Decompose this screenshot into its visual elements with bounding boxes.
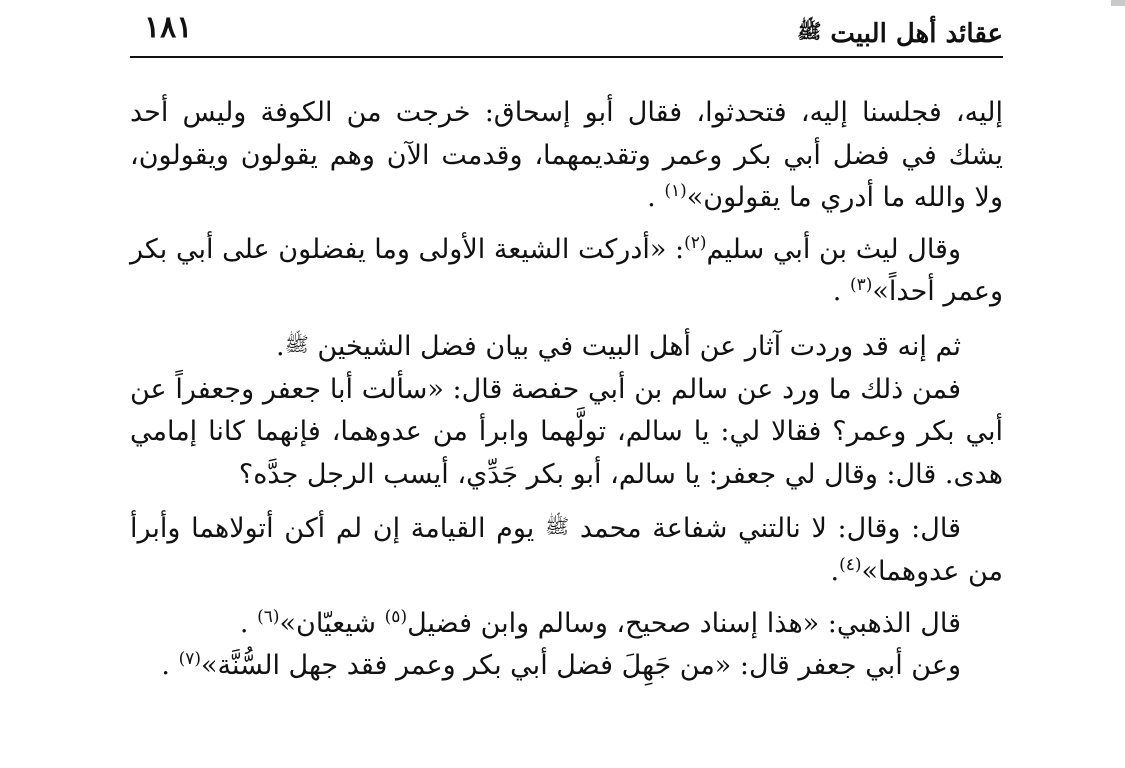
corner-mark (1111, 0, 1125, 6)
footnote-marker: (٢) (684, 232, 707, 253)
paragraph-text: قال: وقال: لا نالتني شفاعة محمد (579, 513, 961, 545)
paragraph-dhahabi (130, 603, 1003, 646)
paragraph-end: . (161, 650, 170, 682)
header-rule (130, 56, 1003, 58)
footnote-marker: (٣) (849, 275, 873, 296)
paragraph-text: شيعيّان» (279, 607, 377, 639)
paragraph-text: قال الذهبي: «هذا إسناد صحيح، وسالم وابن فضيل (407, 607, 961, 639)
paragraph-text: وقال ليث بن أبي سليم (706, 233, 961, 265)
paragraph-end: . (647, 182, 656, 214)
paragraph-continuation (130, 92, 1003, 220)
paragraph-athar (130, 323, 1003, 369)
running-title (797, 14, 1003, 51)
paragraph-text: : «أدركت الشيعة الأولى وما يفضلون على أبي بكر وعمر أحداً» (130, 233, 1003, 308)
paragraph-end: . (830, 555, 840, 587)
footnote-marker: (١) (664, 181, 687, 202)
paragraph-salim (130, 369, 1003, 497)
honorific-symbol: ﷺ (545, 514, 570, 539)
footnote-marker: (٥) (384, 606, 408, 627)
paragraph-text: فمن ذلك ما ورد عن سالم بن أبي حفصة قال: «سألت أبا جعفر وجعفراً عن أبي بكر وعمر؟ فقالا لي: يا سالم، تولَّهما وابرأ من عدوهما، فإنهما كانا إمامي هدى. قال: وقال لي جعفر: يا سالم، أبو بكر جَدِّي، أيسب الرجل جدَّه؟ (130, 373, 1003, 490)
paragraph-text: وعن أبي جعفر قال: «من جَهِلَ فضل أبي بكر وعمر فقد جهل السُّنَّة» (201, 650, 961, 682)
paragraph-text: ثم إنه قد وردت آثار عن أهل البيت في بيان فضل الشيخين (317, 330, 961, 362)
paragraph-abu-jafar (130, 645, 1003, 688)
page-number: ١٨١ (144, 10, 193, 45)
paragraph-layth (130, 229, 1003, 314)
paragraph-text: يوم القيامة إن لم أكن أتولاهما وأبرأ من عدوهما» (130, 513, 1003, 587)
paragraph-end: . (832, 276, 842, 308)
honorific-symbol: ﷺ (797, 19, 822, 43)
paragraph-end: . (239, 607, 249, 639)
honorific-symbol: ﷺ (284, 331, 309, 356)
page-body (130, 92, 1003, 688)
running-title-text: عقائد أهل البيت (830, 19, 1003, 49)
page-header (130, 8, 1003, 56)
paragraph-end: . (276, 330, 285, 362)
footnote-marker: (٧) (178, 649, 201, 670)
footnote-marker: (٤) (839, 554, 862, 575)
paragraph-shafaa (130, 505, 1003, 593)
paragraph-text: إليه، فجلسنا إليه، فتحدثوا، فقال أبو إسحاق: خرجت من الكوفة وليس أحد يشك في فضل أبي بكر وعمر وتقديمهما، وقدمت الآن وهم يقولون ويقولون، ولا والله ما أدري ما يقولون» (130, 97, 1003, 214)
footnote-marker: (٦) (257, 606, 280, 627)
